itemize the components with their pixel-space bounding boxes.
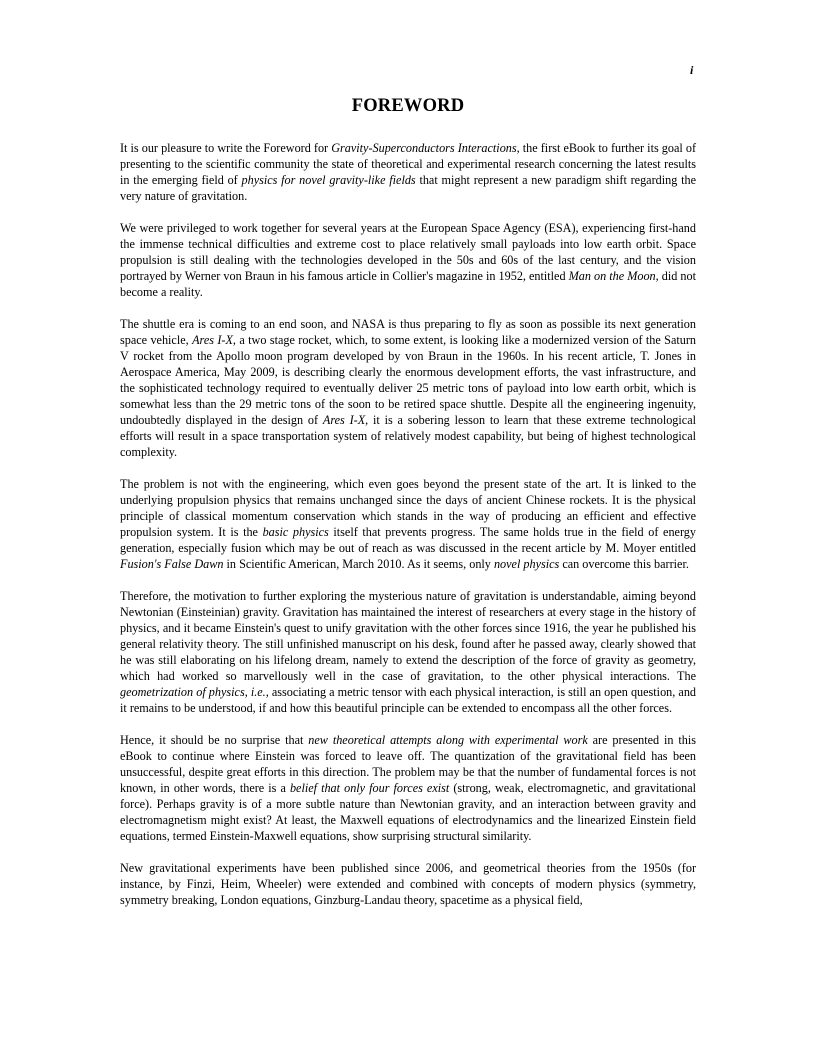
italic-phrase: geometrization of physics: [120, 685, 245, 699]
paragraph-2: [120, 220, 696, 300]
text-run: New gravitational experiments have been published since 2006, and geometrical theories from the 1950s (for instance, by Finzi, Heim, Wheeler) were extended and combined with concepts of modern physics (symmetry, symmetry breaking, London equations, Ginzburg-Landau theory, spacetime as a physical field,: [120, 861, 696, 907]
text-run: We were privileged to work together for several years at the European Space Agency (ESA), experiencing first-hand the immense technical difficulties and extreme cost to place relatively small payloads into low earth orbit. Space propulsion is still dealing with the technologies developed in the 50s and 60s of the last century, and the vision portrayed by Werner von Braun in his famous article in Collier's magazine in 1952, entitled: [120, 221, 696, 283]
italic-abbreviation: i.e.,: [250, 685, 269, 699]
text-run: are presented in this eBook to continue where Einstein was forced to leave off. The quantization of the gravitational field has been unsuccessful, despite great efforts in this direction. The problem may be that the number of fundamental forces is not known, in other words, there is a: [120, 733, 696, 795]
text-run: , a two stage rocket, which, to some extent, is looking like a modernized version of the Saturn V rocket from the Apollo moon program developed by von Braun in the 1960s. In his recent article, T. Jones in Aerospace America, May 2009, is describing clearly the enormous development efforts, the vast infrastructure, and the sophisticated technology required to eventually deliver 25 metric tons of payload into low earth orbit, which is somewhat less than the 29 metric tons of the soon to be retired space shuttle. Despite all the engineering ingenuity, undoubtedly displayed in the design of: [120, 333, 696, 427]
text-run: in Scientific American, March 2010. As it seems, only: [223, 557, 494, 571]
text-run: , the first eBook to further its goal of presenting to the scientific community the state of theoretical and experimental research concerning the latest results in the emerging field of: [120, 141, 697, 187]
paragraph-3: [120, 316, 696, 460]
text-run: that might represent a new paradigm shift regarding the very nature of gravitation.: [120, 173, 696, 203]
text-run: The problem is not with the engineering, which even goes beyond the present state of the art. It is linked to the underlying propulsion physics that remains unchanged since the days of ancient Chinese rockets. It is the physical principle of classical momentum conservation which stands in the way of producing an efficient and effective propulsion system. It is the: [120, 477, 696, 539]
text-run: , it is a sobering lesson to learn that these extreme technological efforts will result in a space transportation system of relatively modest capability, but being of highest technological complexity.: [120, 413, 696, 459]
paragraph-4: [120, 476, 696, 572]
text-run: associating a metric tensor with each physical interaction, is still an open question, and it remains to be understood, if and how this beautiful principle can be extended to encompass all the other forces.: [120, 685, 697, 715]
text-run: Therefore, the motivation to further exploring the mysterious nature of gravitation is understandable, aiming beyond Newtonian (Einsteinian) gravity. Gravitation has maintained the interest of researchers at every stage in the history of physics, and it became Einstein's quest to unify gravitation with the other forces since 1916, the year he published his general relativity theory. The still unfinished manuscript on his desk, found after he passed away, clearly showed that he was still elaborating on his lifelong dream, namely to extend the description of the force of gravity as geometry, which had worked so marvellously well in the case of gravitation, to the other physical interactions. The: [120, 589, 696, 683]
page-number: i: [690, 63, 694, 77]
italic-article-title: Fusion's False Dawn: [120, 557, 224, 571]
paragraph-5: [120, 588, 696, 716]
foreword-body: [120, 140, 696, 924]
italic-vehicle-name: Ares I-X: [192, 333, 233, 347]
page-title: FOREWORD: [351, 96, 465, 116]
italic-vehicle-name: Ares I-X: [322, 413, 366, 427]
italic-article-title: Man on the Moon: [568, 269, 656, 283]
text-run: Hence, it should be no surprise that: [120, 733, 309, 747]
italic-phrase: belief that only four forces exist: [289, 781, 450, 795]
italic-phrase: novel physics: [493, 557, 560, 571]
text-run: ,: [244, 685, 251, 699]
text-run: can overcome this barrier.: [559, 557, 689, 571]
paragraph-1: [120, 140, 696, 204]
text-run: It is our pleasure to write the Foreword for: [120, 141, 332, 155]
text-run: (strong, weak, electromagnetic, and gravitational force). Perhaps gravity is of a more subtle nature than Newtonian gravity, and an interaction between gravity and electromagnetism might exist? At least, the Maxwell equations of electrodynamics and the linearized Einstein field equations, termed Einstein-Maxwell equations, show surprising structural similarity.: [120, 781, 696, 843]
text-run: , did not become a reality.: [120, 269, 696, 299]
paragraph-6: [120, 732, 696, 844]
text-run: The shuttle era is coming to an end soon, and NASA is thus preparing to fly as soon as possible its next generation space vehicle,: [120, 317, 696, 347]
italic-phrase: new theoretical attempts along with experimental work: [308, 733, 588, 747]
italic-book-title: Gravity-Superconductors Interactions: [331, 141, 517, 155]
italic-phrase: basic physics: [262, 525, 329, 539]
paragraph-7: [120, 860, 696, 908]
text-run: itself that prevents progress. The same holds true in the field of energy generation, especially fusion which may be out of reach as was discussed in the recent article by M. Moyer entitled: [120, 525, 696, 555]
italic-phrase: physics for novel gravity-like fields: [241, 173, 416, 187]
